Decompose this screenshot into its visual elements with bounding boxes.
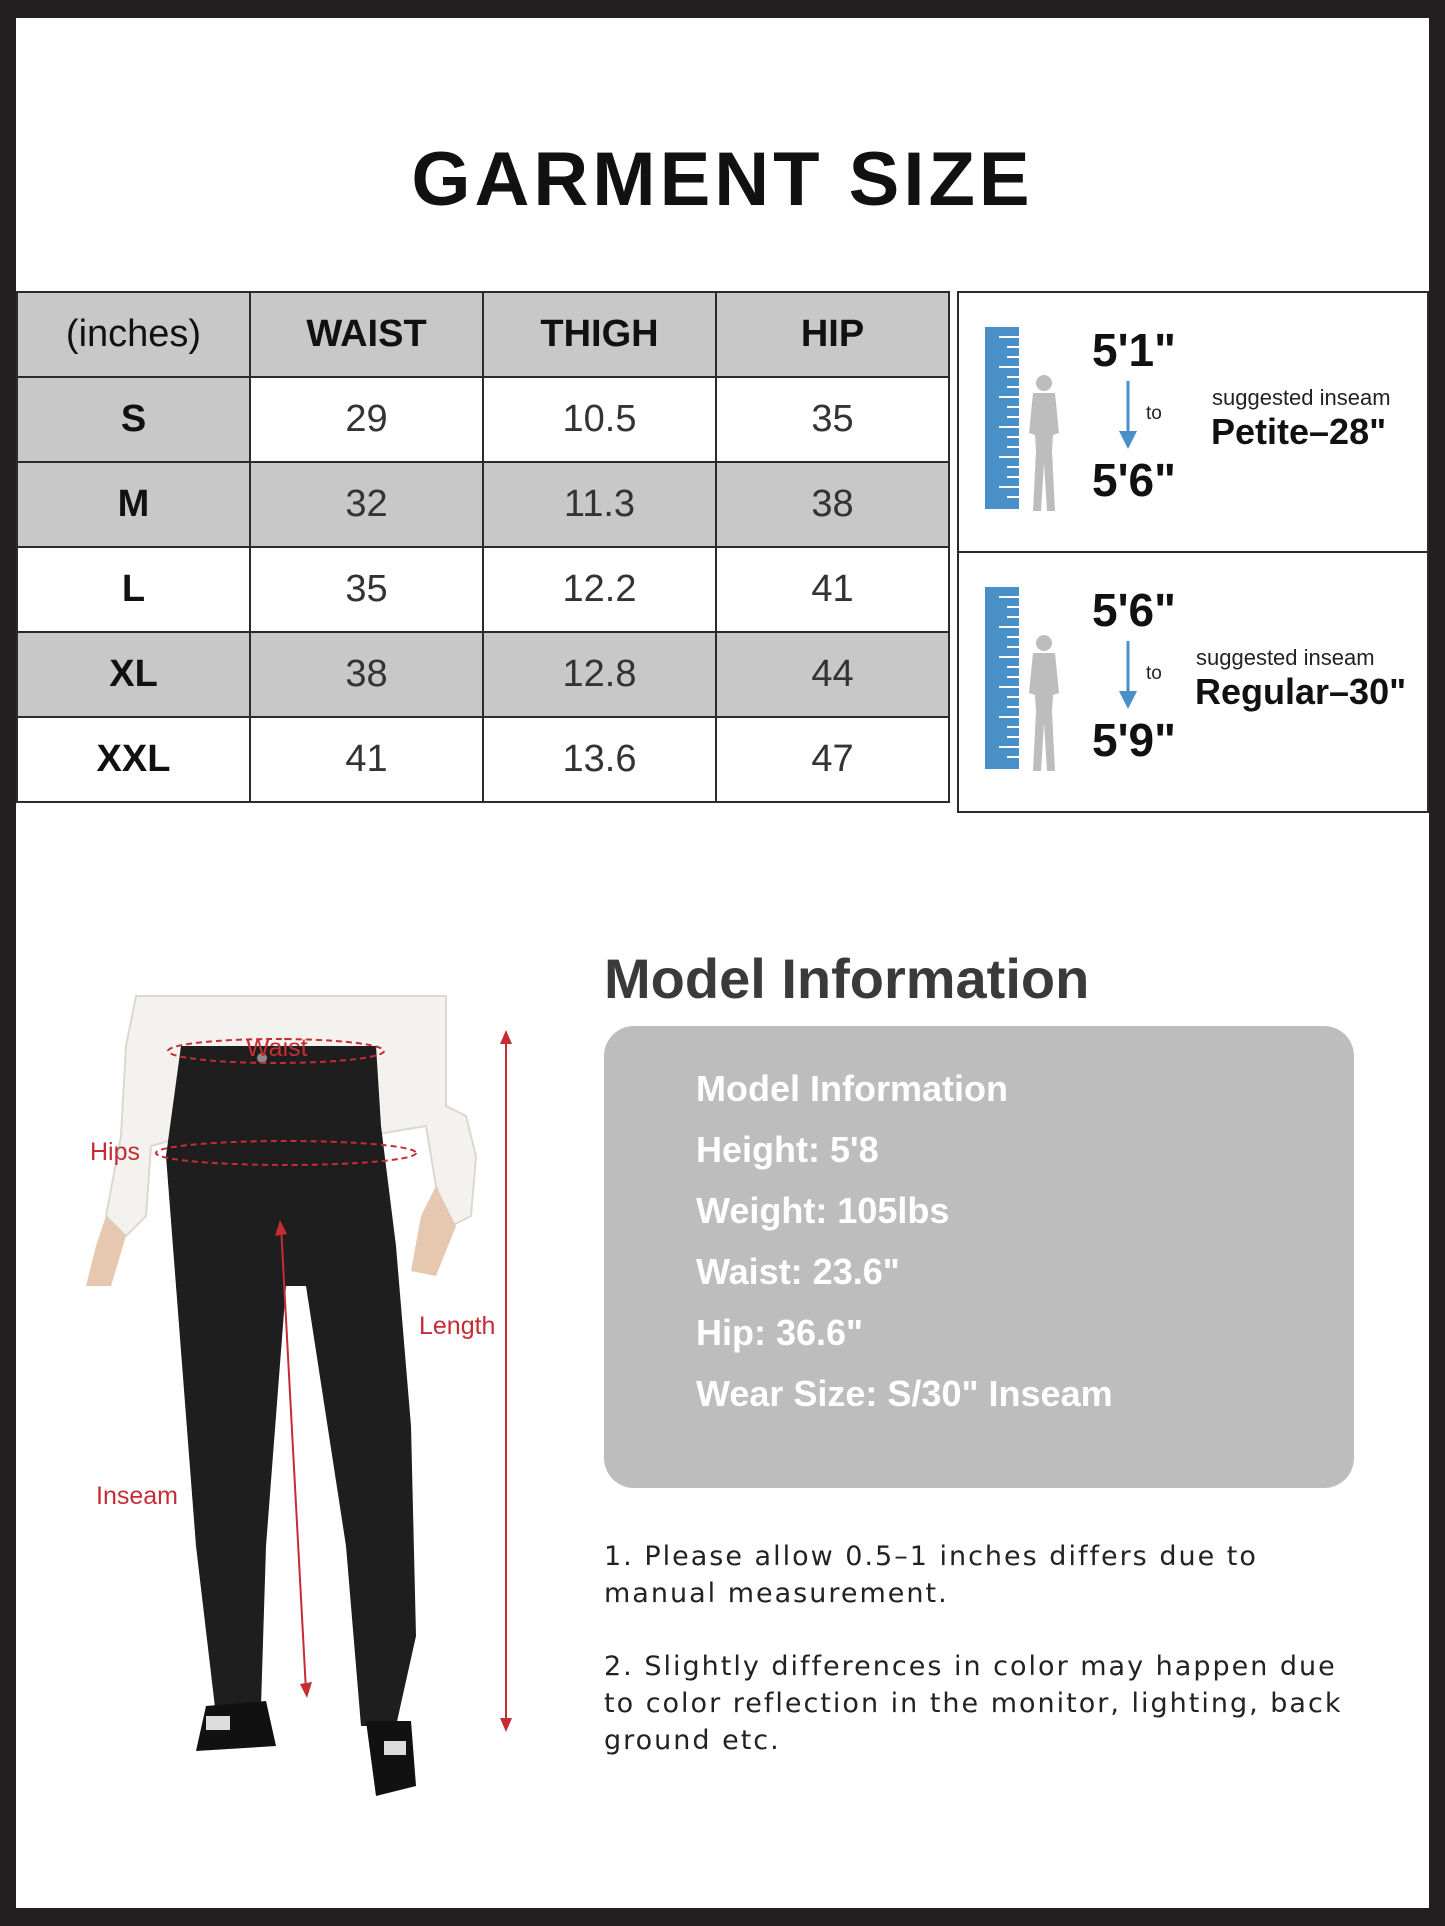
- inseam-label: Inseam: [96, 1482, 178, 1510]
- suggested-inseam-label: suggested inseam: [1196, 645, 1375, 670]
- model-measurement-photo: [66, 986, 526, 1826]
- ruler-icon: [985, 327, 1019, 509]
- hip-cell: 35: [716, 377, 949, 462]
- height-guide-regular: [957, 551, 1429, 813]
- model-info-card: [604, 1026, 1354, 1488]
- waist-cell: 35: [250, 547, 483, 632]
- height-from: 5'1": [1092, 324, 1176, 376]
- hip-cell: 47: [716, 717, 949, 802]
- note-measurement: 1. Please allow 0.5–1 inches differs due to manual measurement.: [604, 1541, 1258, 1609]
- size-table: [16, 291, 950, 803]
- header-unit: (inches): [17, 292, 250, 377]
- model-height: Height: 5'8: [696, 1129, 879, 1170]
- arrow-down-icon: [1117, 641, 1139, 711]
- model-hip: Hip: 36.6": [696, 1312, 864, 1353]
- table-row: [17, 547, 949, 632]
- to-word: to: [1146, 663, 1162, 684]
- to-word: to: [1146, 403, 1162, 424]
- length-label: Length: [419, 1312, 496, 1340]
- table-row: [17, 462, 949, 547]
- model-weight: Weight: 105lbs: [696, 1190, 950, 1231]
- size-label: S: [17, 377, 250, 462]
- person-silhouette-icon: [1019, 373, 1069, 513]
- note-color: 2. Slightly differences in color may happen due to color reflection in the monitor, lighting, back ground etc.: [604, 1651, 1343, 1756]
- table-row: [17, 717, 949, 802]
- size-label: XL: [17, 632, 250, 717]
- model-info-card-title: Model Information: [696, 1068, 1008, 1109]
- waist-cell: 41: [250, 717, 483, 802]
- thigh-cell: 11.3: [483, 462, 716, 547]
- hip-cell: 38: [716, 462, 949, 547]
- suggested-inseam-label: suggested inseam: [1212, 385, 1391, 410]
- height-to: 5'9": [1092, 714, 1176, 766]
- size-label: L: [17, 547, 250, 632]
- header-hip: HIP: [716, 292, 949, 377]
- height-from: 5'6": [1092, 584, 1176, 636]
- hip-cell: 44: [716, 632, 949, 717]
- suggested-inseam-value: Regular–30": [1195, 671, 1407, 712]
- table-row: [17, 377, 949, 462]
- model-illustration: [66, 986, 526, 1826]
- model-info-heading: Model Information: [604, 947, 1090, 1010]
- size-label: M: [17, 462, 250, 547]
- person-silhouette-icon: [1019, 633, 1069, 773]
- thigh-cell: 10.5: [483, 377, 716, 462]
- page-title: GARMENT SIZE: [411, 137, 1034, 222]
- waist-cell: 29: [250, 377, 483, 462]
- header-thigh: THIGH: [483, 292, 716, 377]
- header-waist: WAIST: [250, 292, 483, 377]
- waist-label: Waist: [246, 1034, 308, 1062]
- size-label: XXL: [17, 717, 250, 802]
- thigh-cell: 12.8: [483, 632, 716, 717]
- waist-cell: 32: [250, 462, 483, 547]
- height-to: 5'6": [1092, 454, 1176, 506]
- hips-label: Hips: [90, 1138, 141, 1166]
- size-chart-page: [16, 18, 1429, 1908]
- suggested-inseam-value: Petite–28": [1211, 411, 1387, 452]
- waist-cell: 38: [250, 632, 483, 717]
- height-guide-petite: [957, 291, 1429, 553]
- thigh-cell: 12.2: [483, 547, 716, 632]
- ruler-icon: [985, 587, 1019, 769]
- thigh-cell: 13.6: [483, 717, 716, 802]
- model-waist: Waist: 23.6": [696, 1251, 900, 1292]
- table-header-row: [17, 292, 949, 377]
- hip-cell: 41: [716, 547, 949, 632]
- table-row: [17, 632, 949, 717]
- model-wear-size: Wear Size: S/30" Inseam: [696, 1373, 1113, 1414]
- arrow-down-icon: [1117, 381, 1139, 451]
